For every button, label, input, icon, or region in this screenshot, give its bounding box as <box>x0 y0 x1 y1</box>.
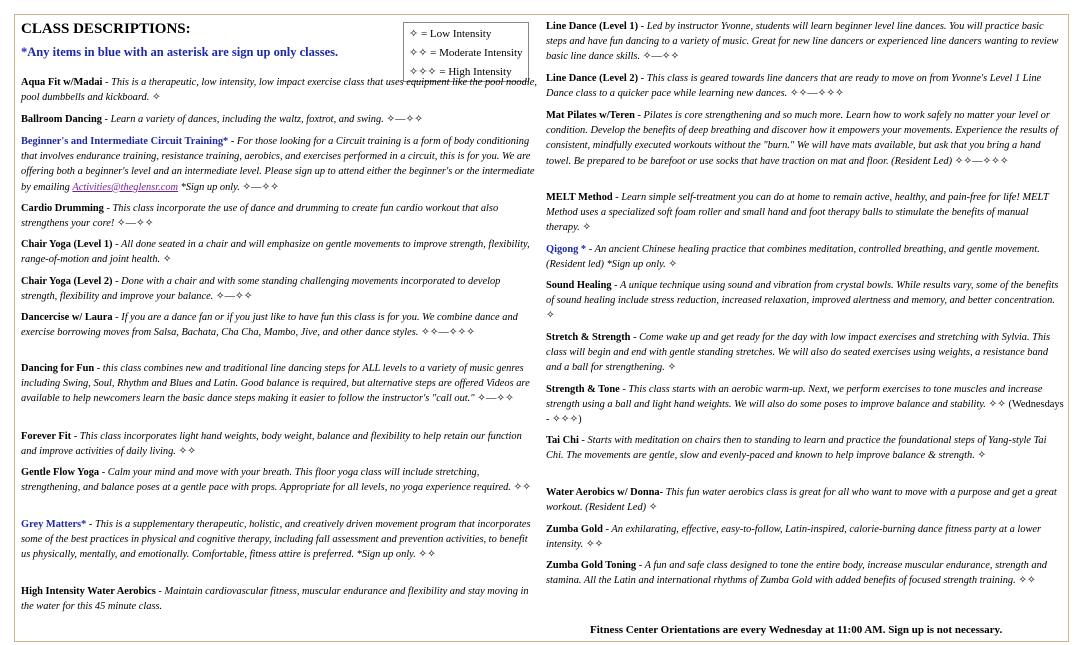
separator: - <box>71 431 80 442</box>
class-description: This class starts with an aerobic warm-up. Next, we perform exercises to tone muscles and increase strength using a ball and light hand weights. We will also do some poses to improve balance and stability. <box>546 384 1043 411</box>
class-entry-circuit-training <box>21 134 539 195</box>
class-entry-sound-healing <box>546 278 1064 324</box>
class-entry-chair-yoga-1 <box>21 237 539 267</box>
intensity-level: ✧ <box>977 450 987 462</box>
separator: - <box>636 560 645 571</box>
class-name: Zumba Gold Toning <box>546 560 637 571</box>
intensity-level: ✧✧ <box>1018 575 1036 587</box>
class-entry-water-aerobics <box>546 485 1064 515</box>
separator: - <box>112 312 122 323</box>
signup-note: *Any items in blue with an asterisk are sign up only classes. <box>21 45 339 59</box>
page-title: CLASS DESCRIPTIONS: <box>21 21 191 37</box>
class-entry-high-intensity-water-aerobics <box>21 584 539 614</box>
intensity-level: ✧—✧✧ <box>215 291 253 303</box>
separator: - <box>612 192 622 203</box>
class-entry-strength-tone <box>546 382 1064 428</box>
class-entry-zumba-gold <box>546 522 1064 552</box>
class-description: This is a therapeutic, low intensity, low impact exercise class that uses equipment like the pool noodle, pool dumbbells and kickboard. <box>21 77 537 104</box>
class-name: Chair Yoga (Level 1) <box>21 239 113 250</box>
intensity-level: ✧ <box>667 362 677 374</box>
class-name: Chair Yoga (Level 2) <box>21 276 113 287</box>
intensity-level: ✧—✧✧ <box>116 218 154 230</box>
separator: - <box>638 21 647 32</box>
legend-moderate: ✧✧ = Moderate Intensity <box>409 47 523 59</box>
intensity-level: ✧ <box>668 259 678 271</box>
class-description: A unique technique using sound and vibration from crystal bowls. While results vary, some of the benefits of sound healing include stress reduction, increased relaxation, improved alertness and memory, and better concentration. <box>546 280 1059 307</box>
intensity-level: ✧—✧✧ <box>242 181 279 193</box>
intensity-level: ✧ <box>582 222 592 234</box>
class-description: Come wake up and get ready for the day with low impact exercises and stretching with Sylvia. This class will begin and end with gentle standing stretches. We will also do seated exercises using weights, a resistance band and a ball for strengthening. <box>546 332 1051 374</box>
intensity-level: ✧✧—✧✧✧ <box>420 327 475 339</box>
class-entry-mat-pilates <box>546 108 1064 169</box>
class-name: Aqua Fit w/Madai <box>21 77 103 88</box>
separator: - <box>112 276 122 287</box>
class-entry-ballroom-dancing <box>21 112 539 127</box>
class-name: Ballroom Dancing <box>21 114 102 125</box>
class-name: Dancing for Fun <box>21 363 95 374</box>
separator: - <box>634 110 644 121</box>
separator: - <box>638 73 647 84</box>
class-description: For those looking for a Circuit training is a form of body conditioning that involves endurance training, resistance training, aerobics, and exercises performed in a circuit, this is for you. We are offering both a beginner's level and an intermediate level. Please sign up to attend either the beginner's or the intermediate by emailing <box>21 136 535 193</box>
class-description: Maintain cardiovascular fitness, muscular endurance and flexibility and stay moving in the water for this 45 minute class. <box>21 586 529 613</box>
separator: - <box>99 467 108 478</box>
class-entry-tai-chi <box>546 433 1064 463</box>
class-entry-line-dance-2 <box>546 71 1064 101</box>
class-description: This is a supplementary therapeutic, holistic, and creatively driven movement program that incorporates some of the best practices in physical and cognitive therapy, including fall assessment and prevention activities, to benefit us physically, mentally, and emotionally. Comfortable, fitness attire is preferred. *Sign up only. <box>21 519 531 561</box>
class-entry-line-dance-1 <box>546 19 1064 65</box>
class-name: Cardio Drumming <box>21 203 104 214</box>
class-name: Forever Fit <box>21 431 72 442</box>
class-description: An exhilarating, effective, easy-to-follow, Latin-inspired, calorie-burning dance fitness party at a lower intensity. <box>546 524 1042 551</box>
class-name: Sound Healing <box>546 280 612 291</box>
class-name: Line Dance (Level 1) <box>546 21 639 32</box>
class-entry-cardio-drumming <box>21 201 539 231</box>
separator: - <box>102 77 112 88</box>
orientation-footer-note: Fitness Center Orientations are every Wednesday at 11:00 AM. Sign up is not necessary. <box>590 624 1003 636</box>
class-entry-qigong <box>546 242 1064 272</box>
intensity-level: ✧✧ <box>418 549 436 561</box>
class-entry-grey-matters <box>21 517 539 563</box>
intensity-level: ✧—✧✧ <box>386 114 423 125</box>
legend-low: ✧ = Low Intensity <box>409 28 492 40</box>
separator: - <box>94 363 103 374</box>
class-description: This class is geared towards line dancers that are ready to move on from Yvonne's Level 1 Line Dance class to a quicker pace while learning new dances. <box>546 73 1042 100</box>
intensity-level: ✧✧ <box>513 482 531 494</box>
class-entry-dancing-for-fun <box>21 361 539 407</box>
class-entry-melt-method <box>546 190 1064 236</box>
class-description: This class incorporate the use of dance and drumming to create fun cardio workout that also strengthens your core! <box>21 203 499 230</box>
intensity-level: ✧ <box>162 254 172 266</box>
separator: - <box>619 384 629 395</box>
class-name: Strength & Tone <box>546 384 620 395</box>
class-name: Qigong * <box>546 244 587 255</box>
class-name: Gentle Flow Yoga <box>21 467 100 478</box>
class-descriptions-page <box>14 14 1069 642</box>
class-entry-aqua-fit <box>21 75 539 105</box>
class-description: Pilates is core strengthening and so much more. Learn how to work safely no matter your level or condition. Develop the benefits of deep breathing and discover how it empowers your movements. Experience the results of consistent, mindfully executed workouts without the "burn." We will have mats available, but ask that you bring a hand towel. Be prepared to be barefoot or use socks that have traction on mat and floor. (Resident Led) <box>546 110 1059 167</box>
separator: - <box>228 136 237 147</box>
intensity-level: ✧ <box>648 502 658 514</box>
separator: - <box>155 586 165 597</box>
class-entry-zumba-gold-toning <box>546 558 1064 588</box>
intensity-legend <box>403 22 529 82</box>
separator: - <box>578 435 588 446</box>
separator: - <box>611 280 621 291</box>
class-description: If you are a dance fan or if you just like to have fun this class is for you. We combine dance and exercise borrowing moves from Salsa, Bachata, Cha Cha, Mambo, Jive, and other dance styles. <box>21 312 518 339</box>
class-name: Grey Matters* <box>21 519 87 530</box>
class-description: Starts with meditation on chairs then to standing to learn and practice the foundational steps of Yang-style Tai Chi. The movements are gentle, slow and evenly-paced and known to help improve balance & strength. <box>546 435 1047 462</box>
class-description: A fun and safe class designed to tone the entire body, increase muscular endurance, strength and stamina. All the Latin and international rhythms of Zumba Gold with added benefits of focused strength training. <box>546 560 1047 587</box>
separator: - <box>101 114 111 125</box>
class-name: Line Dance (Level 2) <box>546 73 639 84</box>
class-name: Tai Chi <box>546 435 579 446</box>
intensity-level: ✧ <box>546 310 555 322</box>
intensity-level: ✧✧ (Wednesdays - ✧✧✧) <box>546 399 1064 426</box>
class-name: Dancercise w/ Laura <box>21 312 113 323</box>
intensity-level: ✧✧ <box>178 446 196 458</box>
class-entry-gentle-flow-yoga <box>21 465 539 495</box>
intensity-level: ✧—✧✧ <box>642 51 680 63</box>
class-entry-stretch-strength <box>546 330 1064 376</box>
class-description: Learn simple self-treatment you can do at home to remain active, healthy, and pain-free for life! MELT Method uses a specialized soft foam roller and small hand and foot therapy balls to stimulate the benefits of manual therapy. <box>546 192 1049 234</box>
legend-high: ✧✧✧ = High Intensity <box>409 66 512 78</box>
class-description: this class combines new and traditional line dancing steps for ALL levels to a variety of music genres including Swing, Soul, Rhythm and Blues and Latin. Good balance is required, but alternative steps are offered Videos are available to help newcomers learn the basic dance steps making it easier to follow the instructor's "call out." <box>21 363 530 405</box>
class-entry-dancercise <box>21 310 539 340</box>
intensity-level: ✧✧—✧✧✧ <box>954 155 1009 167</box>
class-name: Water Aerobics w/ Donna- <box>546 487 664 498</box>
intensity-level: ✧✧—✧✧✧ <box>789 88 844 100</box>
class-description: This class incorporates light hand weights, body weight, balance and flexibility to help retain our function and improve activities of daily living. <box>21 431 522 458</box>
separator: - <box>103 203 113 214</box>
class-description: Done with a chair and with some standing challenging movements incorporated to develop strength, flexibility and improve your balance. <box>21 276 501 303</box>
activities-email-link[interactable]: Activities@theglensr.com <box>72 181 179 193</box>
class-entry-chair-yoga-2 <box>21 274 539 304</box>
separator: - <box>602 524 612 535</box>
class-description: An ancient Chinese healing practice that combines meditation, controlled breathing, and gentle movement. (Resident led) *Sign up only. <box>546 244 1040 271</box>
class-description: This fun water aerobics class is great for all who want to move with a purpose and get a great workout. (Resident Led) <box>546 487 1057 514</box>
class-description: Calm your mind and move with your breath. This floor yoga class will include stretching, strengthening, and balance poses at a gentle pace with props. Appropriate for all levels, no yoga experience required. <box>21 467 511 494</box>
class-description: Led by instructor Yvonne, students will learn beginner level line dances. You will practice basic steps and have fun dancing to a variety of music. Great for new line dancers or experienced line dancers wanting to review basic line dance skills. <box>546 21 1059 63</box>
signup-only-text: *Sign up only. <box>178 181 240 193</box>
separator: - <box>586 244 595 255</box>
class-name: Beginner's and Intermediate Circuit Training* <box>21 136 229 147</box>
class-name: Mat Pilates w/Teren <box>546 110 635 121</box>
intensity-level: ✧✧ <box>585 539 604 551</box>
separator: - <box>630 332 640 343</box>
separator: - <box>112 239 121 250</box>
class-description: Learn a variety of dances, including the waltz, foxtrot, and swing. <box>110 114 384 125</box>
class-name: MELT Method <box>546 192 613 203</box>
class-name: Stretch & Strength <box>546 332 631 343</box>
class-description: All done seated in a chair and will emphasize on gentle movements to improve strength, flexibility, range-of-motion and joint health. <box>21 239 530 266</box>
class-name: High Intensity Water Aerobics <box>21 586 156 597</box>
intensity-level: ✧ <box>151 92 161 104</box>
class-entry-forever-fit <box>21 429 539 459</box>
intensity-level: ✧—✧✧ <box>477 393 514 405</box>
class-name: Zumba Gold <box>546 524 603 535</box>
separator: - <box>86 519 95 530</box>
